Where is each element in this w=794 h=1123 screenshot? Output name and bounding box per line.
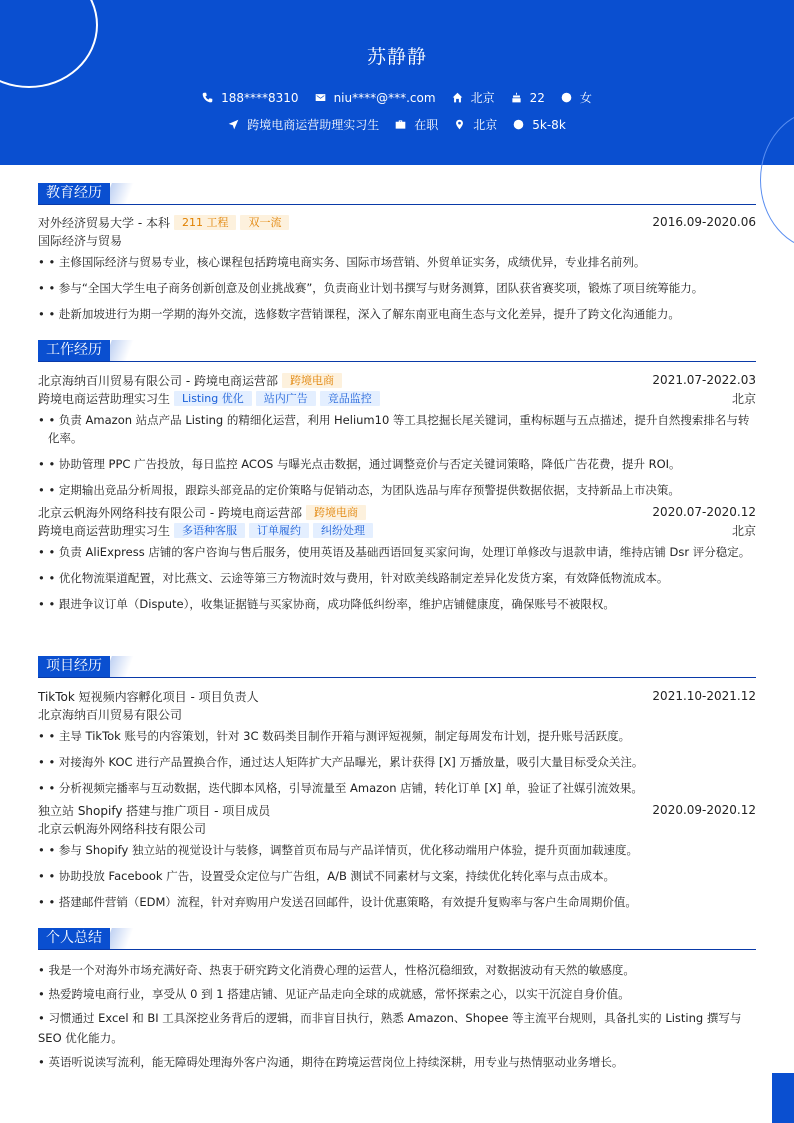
gender-value: 女 — [579, 91, 592, 105]
job-city: 北京 — [731, 523, 756, 538]
contact-row — [0, 89, 794, 106]
summary-section — [38, 928, 756, 1074]
intent-status — [395, 116, 438, 133]
project-org-row — [38, 819, 756, 837]
contact-gender — [561, 89, 592, 106]
project-date: 2021.10-2021.12 — [652, 689, 756, 703]
skill-tag: 多语种客服 — [174, 523, 245, 538]
email-icon — [315, 92, 326, 103]
home-city: 北京 — [470, 91, 495, 105]
section-header — [38, 928, 756, 950]
list-item: • 我是一个对海外市场充满好奇、热衷于研究跨文化消费心理的运营人，性格沉稳细致，对数据波动有天然的敏感度。 — [38, 963, 635, 977]
work-section — [38, 340, 756, 617]
job-role: 跨境电商运营助理实习生 — [38, 523, 171, 538]
project-bullets — [38, 723, 756, 801]
education-date: 2016.09-2020.06 — [652, 215, 756, 229]
projects-section — [38, 656, 756, 915]
salary-value: 5k-8k — [532, 117, 566, 132]
company-tag: 跨境电商 — [282, 373, 342, 388]
company-name: 北京海纳百川贸易有限公司 - 跨境电商运营部 — [38, 373, 278, 388]
candidate-name: 苏静静 — [366, 46, 427, 68]
school-tag: 双一流 — [240, 215, 289, 230]
section-title: 工作经历 — [38, 340, 110, 361]
resume-header — [0, 0, 794, 165]
education-entry-header — [38, 213, 756, 231]
section-header — [38, 340, 756, 362]
project-name: TikTok 短视频内容孵化项目 - 项目负责人 — [38, 689, 259, 704]
position-value: 跨境电商运营助理实习生 — [247, 118, 380, 132]
list-item: • • 负责 Amazon 站点产品 Listing 的精细化运营，利用 Helium10 等工具挖掘长尾关键词，重构标题与五点描述，提升自然搜索排名与转化率。 — [38, 413, 750, 445]
phone-icon — [202, 92, 213, 103]
intent-city — [454, 116, 497, 133]
company-tag: 跨境电商 — [306, 505, 366, 520]
list-item: • • 跟进争议订单（Dispute），收集证据链与买家协商，成功降低纠纷率，维护店铺健康度，确保账号不被限权。 — [38, 597, 615, 611]
job-role-row — [38, 389, 756, 407]
list-item: • • 协助投放 Facebook 广告，设置受众定位与广告组，A/B 测试不同素材与文案，持续优化转化率与点击成本。 — [38, 869, 616, 883]
location-icon — [454, 119, 465, 130]
company-name: 北京云帆海外网络科技有限公司 - 跨境电商运营部 — [38, 505, 302, 520]
project-org: 北京海纳百川贸易有限公司 — [38, 707, 183, 722]
contact-age — [511, 91, 545, 105]
project-bullets — [38, 837, 756, 915]
salary-icon — [513, 119, 524, 130]
job-date: 2020.07-2020.12 — [652, 505, 756, 519]
job-entry-header — [38, 503, 756, 521]
contact-city — [452, 89, 495, 106]
intent-city-value: 北京 — [473, 118, 498, 132]
list-item: • • 协助管理 PPC 广告投放，每日监控 ACOS 与曝光点击数据，通过调整竞价与否定关键词策略，降低广告花费，提升 ROI。 — [38, 457, 681, 471]
status-value: 在职 — [414, 118, 439, 132]
list-item: • • 赴新加坡进行为期一学期的海外交流，选修数字营销课程，深入了解东南亚电商生态与文化差异，提升了跨文化沟通能力。 — [38, 307, 680, 321]
list-item: • • 定期输出竞品分析周报，跟踪头部竞品的定价策略与促销动态，为团队选品与库存预警提供数据依据，支持新品上市决策。 — [38, 483, 680, 497]
job-entry-header — [38, 371, 756, 389]
list-item: • • 参与“全国大学生电子商务创新创意及创业挑战赛”，负责商业计划书撰写与财务测算，团队获省赛奖项，锻炼了项目统筹能力。 — [38, 281, 704, 295]
decorative-block — [772, 1073, 794, 1123]
project-date: 2020.09-2020.12 — [652, 803, 756, 817]
email-address: niu****@***.com — [333, 90, 436, 105]
list-item: • • 分析视频完播率与互动数据，迭代脚本风格，引导流量至 Amazon 店铺，转化订单 [X] 单，验证了社媒引流效果。 — [38, 781, 643, 795]
skill-tag: Listing 优化 — [174, 391, 252, 406]
job-intent-row — [0, 116, 794, 133]
skill-tag: 订单履约 — [249, 523, 309, 538]
summary-bullets — [38, 958, 756, 1074]
list-item: • • 参与 Shopify 独立站的视觉设计与装修，调整首页布局与产品详情页，优化移动端用户体验，提升页面加载速度。 — [38, 843, 638, 857]
section-title: 教育经历 — [38, 183, 110, 204]
list-item: • 英语听说读写流利，能无障碍处理海外客户沟通，期待在跨境运营岗位上持续深耕，用专业与热情驱动业务增长。 — [38, 1055, 624, 1069]
major-name: 国际经济与贸易 — [38, 233, 123, 248]
age-value: 22 — [529, 90, 545, 105]
skill-tag: 站内广告 — [256, 391, 316, 406]
project-org-row — [38, 705, 756, 723]
project-name: 独立站 Shopify 搭建与推广项目 - 项目成员 — [38, 803, 271, 818]
education-bullets — [38, 249, 756, 327]
list-item: • 热爱跨境电商行业，享受从 0 到 1 搭建店铺、见证产品走向全球的成就感，常怀探索之心，以实干沉淀自身价值。 — [38, 987, 630, 1001]
skill-tag: 竞品监控 — [320, 391, 380, 406]
send-icon — [228, 119, 239, 130]
job-role-row — [38, 521, 756, 539]
section-header — [38, 656, 756, 678]
list-item: • • 主修国际经济与贸易专业，核心课程包括跨境电商实务、国际市场营销、外贸单证实务，成绩优异，专业排名前列。 — [38, 255, 646, 269]
skill-tag: 纠纷处理 — [313, 523, 373, 538]
job-city: 北京 — [731, 391, 756, 406]
list-item: • • 负责 AliExpress 店铺的客户咨询与售后服务，使用英语及基础西语回复买家问询，处理订单修改与退款申请，维持店铺 Dsr 评分稳定。 — [38, 545, 751, 559]
list-item: • 习惯通过 Excel 和 BI 工具深挖业务背后的逻辑，而非盲目执行，熟悉 Amazon、Shopee 等主流平台规则，具备扎实的 Listing 撰写与 SEO 优化能力。 — [38, 1011, 742, 1045]
intent-position — [228, 116, 379, 133]
section-title: 项目经历 — [38, 656, 110, 677]
home-icon — [452, 92, 463, 103]
job-bullets — [38, 539, 756, 617]
list-item: • • 对接海外 KOC 进行产品置换合作，通过达人矩阵扩大产品曝光，累计获得 [X] 万播放量，吸引大量目标受众关注。 — [38, 755, 644, 769]
section-title: 个人总结 — [38, 928, 110, 949]
cake-icon — [511, 92, 522, 103]
major-row — [38, 231, 756, 249]
list-item: • • 主导 TikTok 账号的内容策划，针对 3C 数码类目制作开箱与测评短视频，制定每周发布计划，提升账号活跃度。 — [38, 729, 631, 743]
gender-icon — [561, 92, 572, 103]
job-date: 2021.07-2022.03 — [652, 373, 756, 387]
project-org: 北京云帆海外网络科技有限公司 — [38, 821, 207, 836]
phone-number: 188****8310 — [221, 90, 299, 105]
project-entry-header — [38, 801, 756, 819]
school-tag: 211 工程 — [174, 215, 237, 230]
list-item: • • 搭建邮件营销（EDM）流程，针对弃购用户发送召回邮件，设计优惠策略，有效提升复购率与客户生命周期价值。 — [38, 895, 637, 909]
education-section — [38, 183, 756, 327]
job-role: 跨境电商运营助理实习生 — [38, 391, 171, 406]
job-bullets — [38, 407, 756, 503]
project-entry-header — [38, 687, 756, 705]
contact-phone — [202, 91, 298, 105]
school-name: 对外经济贸易大学 - 本科 — [38, 215, 170, 230]
list-item: • • 优化物流渠道配置，对比燕文、云途等第三方物流时效与费用，针对欧美线路制定差异化发货方案，有效降低物流成本。 — [38, 571, 669, 585]
section-header — [38, 183, 756, 205]
contact-email — [315, 91, 436, 105]
intent-salary — [513, 118, 566, 132]
briefcase-icon — [395, 119, 406, 130]
